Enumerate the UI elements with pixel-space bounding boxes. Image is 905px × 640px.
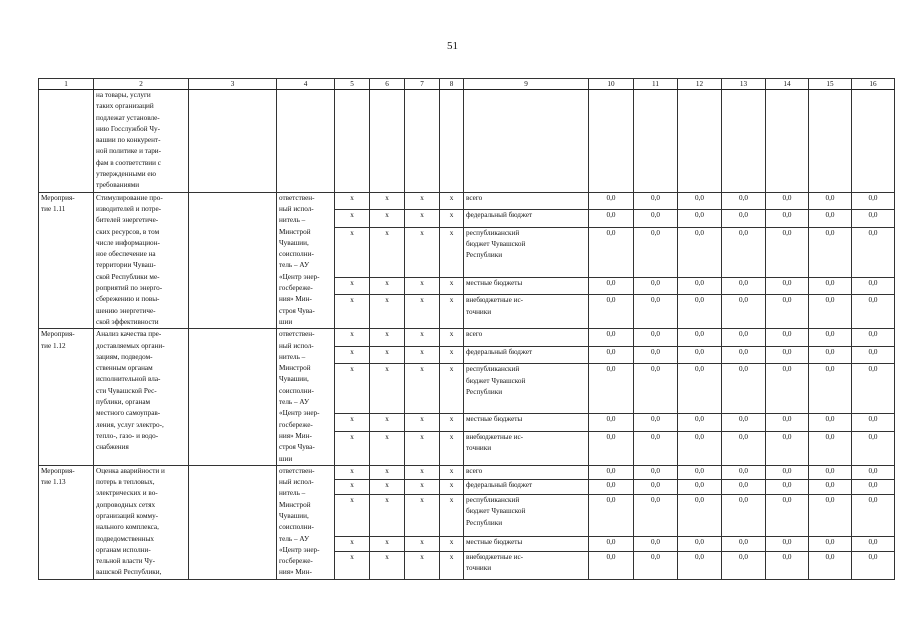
value-cell: 0,0	[852, 329, 895, 347]
value-cell: 0,0	[678, 227, 722, 277]
value-cell: 0,0	[678, 329, 722, 347]
value-cell: 0,0	[809, 414, 852, 432]
funding-federal: федеральный бюджет	[464, 480, 589, 495]
column-header: 9	[464, 79, 589, 90]
mark-cell: х	[335, 227, 370, 277]
empty-cell	[189, 192, 277, 329]
value-cell: 0,0	[722, 431, 766, 465]
value-cell: 0,0	[589, 364, 634, 414]
column-header: 1	[39, 79, 94, 90]
event-executor: ответствен- ный испол- нитель – Минстрой Чувашии, соисполни- тель – АУ «Центр энер- госбереже- ния» Мин- строя Чува- шии	[277, 192, 335, 329]
mark-cell: х	[405, 277, 440, 295]
value-cell: 0,0	[589, 536, 634, 551]
mark-cell: х	[335, 414, 370, 432]
value-cell: 0,0	[634, 431, 678, 465]
value-cell: 0,0	[589, 210, 634, 228]
value-cell: 0,0	[852, 192, 895, 210]
mark-cell: х	[440, 192, 464, 210]
column-header: 15	[809, 79, 852, 90]
value-cell: 0,0	[809, 192, 852, 210]
value-cell: 0,0	[678, 551, 722, 579]
value-cell: 0,0	[766, 277, 809, 295]
value-cell: 0,0	[678, 295, 722, 329]
funding-total: всего	[464, 465, 589, 480]
column-header: 5	[335, 79, 370, 90]
value-cell: 0,0	[809, 364, 852, 414]
mark-cell: х	[370, 364, 405, 414]
mark-cell: х	[335, 192, 370, 210]
mark-cell: х	[440, 210, 464, 228]
mark-cell: х	[370, 329, 405, 347]
value-cell: 0,0	[722, 227, 766, 277]
mark-cell: х	[405, 480, 440, 495]
value-cell: 0,0	[852, 495, 895, 537]
column-header: 3	[189, 79, 277, 90]
column-header: 12	[678, 79, 722, 90]
value-cell: 0,0	[809, 329, 852, 347]
funding-local: местные бюджеты	[464, 277, 589, 295]
mark-cell: х	[440, 227, 464, 277]
mark-cell: х	[370, 551, 405, 579]
program-table	[38, 78, 895, 580]
value-cell: 0,0	[766, 346, 809, 364]
value-cell: 0,0	[722, 536, 766, 551]
value-cell: 0,0	[634, 414, 678, 432]
empty-cell	[852, 90, 895, 193]
value-cell: 0,0	[809, 210, 852, 228]
empty-cell	[277, 90, 335, 193]
value-cell: 0,0	[852, 364, 895, 414]
mark-cell: х	[370, 277, 405, 295]
event-executor: ответствен- ный испол- нитель – Минстрой Чувашии, соисполни- тель – АУ «Центр энер- госбереже- ния» Мин- строя Чува- шии	[277, 329, 335, 466]
mark-cell: х	[405, 346, 440, 364]
value-cell: 0,0	[766, 227, 809, 277]
page-number: 51	[447, 40, 458, 52]
value-cell: 0,0	[852, 227, 895, 277]
empty-cell	[809, 90, 852, 193]
value-cell: 0,0	[589, 346, 634, 364]
funding-extra: внебюджетные ис- точники	[464, 551, 589, 579]
value-cell: 0,0	[809, 277, 852, 295]
column-header-row	[39, 79, 895, 90]
value-cell: 0,0	[678, 277, 722, 295]
value-cell: 0,0	[852, 536, 895, 551]
column-header: 2	[94, 79, 189, 90]
empty-cell	[766, 90, 809, 193]
mark-cell: х	[440, 414, 464, 432]
value-cell: 0,0	[852, 414, 895, 432]
mark-cell: х	[335, 210, 370, 228]
value-cell: 0,0	[852, 465, 895, 480]
mark-cell: х	[405, 536, 440, 551]
funding-republic: республиканский бюджет Чувашской Республики	[464, 227, 589, 277]
value-cell: 0,0	[589, 295, 634, 329]
funding-republic: республиканский бюджет Чувашской Республики	[464, 364, 589, 414]
value-cell: 0,0	[634, 329, 678, 347]
value-cell: 0,0	[852, 210, 895, 228]
funding-total: всего	[464, 329, 589, 347]
empty-cell	[189, 465, 277, 579]
value-cell: 0,0	[766, 431, 809, 465]
mark-cell: х	[405, 495, 440, 537]
value-cell: 0,0	[678, 346, 722, 364]
value-cell: 0,0	[634, 277, 678, 295]
value-cell: 0,0	[852, 551, 895, 579]
value-cell: 0,0	[634, 364, 678, 414]
column-header: 4	[277, 79, 335, 90]
value-cell: 0,0	[589, 480, 634, 495]
column-header: 6	[370, 79, 405, 90]
mark-cell: х	[370, 431, 405, 465]
value-cell: 0,0	[589, 465, 634, 480]
empty-cell	[189, 90, 277, 193]
mark-cell: х	[405, 295, 440, 329]
mark-cell: х	[440, 480, 464, 495]
value-cell: 0,0	[634, 551, 678, 579]
value-cell: 0,0	[589, 414, 634, 432]
value-cell: 0,0	[766, 295, 809, 329]
mark-cell: х	[405, 227, 440, 277]
table-row	[39, 192, 895, 210]
empty-cell	[678, 90, 722, 193]
value-cell: 0,0	[766, 364, 809, 414]
empty-cell	[440, 90, 464, 193]
mark-cell: х	[440, 465, 464, 480]
value-cell: 0,0	[634, 192, 678, 210]
mark-cell: х	[440, 536, 464, 551]
mark-cell: х	[335, 329, 370, 347]
empty-cell	[722, 90, 766, 193]
value-cell: 0,0	[678, 495, 722, 537]
mark-cell: х	[440, 329, 464, 347]
value-cell: 0,0	[589, 495, 634, 537]
value-cell: 0,0	[722, 414, 766, 432]
mark-cell: х	[440, 277, 464, 295]
mark-cell: х	[370, 210, 405, 228]
empty-cell	[405, 90, 440, 193]
value-cell: 0,0	[852, 295, 895, 329]
value-cell: 0,0	[766, 480, 809, 495]
mark-cell: х	[370, 465, 405, 480]
event-code: Мероприя- тие 1.11	[39, 192, 94, 329]
funding-federal: федеральный бюджет	[464, 346, 589, 364]
value-cell: 0,0	[634, 495, 678, 537]
mark-cell: х	[405, 210, 440, 228]
empty-cell	[634, 90, 678, 193]
funding-federal: федеральный бюджет	[464, 210, 589, 228]
mark-cell: х	[335, 480, 370, 495]
mark-cell: х	[335, 495, 370, 537]
value-cell: 0,0	[809, 346, 852, 364]
table-row	[39, 329, 895, 347]
mark-cell: х	[440, 364, 464, 414]
continuation-text: на товары, услуги таких организаций подлежат установле- нию Госслужбой Чу- вашии по конкурент- ной политике и тари- фам в соответствии с утвержденными ею требованиями	[94, 90, 189, 193]
value-cell: 0,0	[634, 210, 678, 228]
value-cell: 0,0	[722, 495, 766, 537]
mark-cell: х	[405, 551, 440, 579]
mark-cell: х	[335, 277, 370, 295]
event-description: Стимулирование про- изводителей и потре- бителей энергетиче- ских ресурсов, в том числе информацион- ное обеспечение на территории Чуваш- ской Республики ме- роприятий по энерго- сбережению и повы- шению энергетиче- ской эффективности	[94, 192, 189, 329]
continuation-row	[39, 90, 895, 193]
mark-cell: х	[440, 346, 464, 364]
value-cell: 0,0	[589, 277, 634, 295]
value-cell: 0,0	[634, 465, 678, 480]
value-cell: 0,0	[809, 465, 852, 480]
value-cell: 0,0	[809, 480, 852, 495]
value-cell: 0,0	[852, 346, 895, 364]
mark-cell: х	[405, 431, 440, 465]
mark-cell: х	[370, 480, 405, 495]
value-cell: 0,0	[678, 465, 722, 480]
value-cell: 0,0	[589, 329, 634, 347]
value-cell: 0,0	[589, 551, 634, 579]
event-description: Анализ качества пре- доставляемых органи- зациям, подведом- ственным органам исполнительной вла- сти Чувашской Рес- публики, органам местного самоуправ- ления, услуг электро-, тепло-, газо- и водо- снабжения	[94, 329, 189, 466]
column-header: 14	[766, 79, 809, 90]
mark-cell: х	[335, 364, 370, 414]
funding-local: местные бюджеты	[464, 536, 589, 551]
value-cell: 0,0	[722, 295, 766, 329]
mark-cell: х	[370, 495, 405, 537]
value-cell: 0,0	[722, 210, 766, 228]
empty-cell	[335, 90, 370, 193]
mark-cell: х	[440, 431, 464, 465]
event-description: Оценка аварийности и потерь в тепловых, электрических и во- допроводных сетях организаций комму- нального комплекса, подведомственных органам исполни- тельной власти Чу- вашской Республики,	[94, 465, 189, 579]
funding-extra: внебюджетные ис- точники	[464, 431, 589, 465]
event-code: Мероприя- тие 1.13	[39, 465, 94, 579]
value-cell: 0,0	[722, 192, 766, 210]
value-cell: 0,0	[722, 346, 766, 364]
mark-cell: х	[370, 346, 405, 364]
value-cell: 0,0	[634, 295, 678, 329]
column-header: 13	[722, 79, 766, 90]
value-cell: 0,0	[722, 364, 766, 414]
funding-local: местные бюджеты	[464, 414, 589, 432]
value-cell: 0,0	[766, 465, 809, 480]
value-cell: 0,0	[809, 536, 852, 551]
empty-cell	[464, 90, 589, 193]
column-header: 7	[405, 79, 440, 90]
mark-cell: х	[405, 364, 440, 414]
mark-cell: х	[405, 414, 440, 432]
mark-cell: х	[440, 495, 464, 537]
funding-republic: республиканский бюджет Чувашской Республики	[464, 495, 589, 537]
mark-cell: х	[335, 295, 370, 329]
mark-cell: х	[405, 329, 440, 347]
value-cell: 0,0	[766, 329, 809, 347]
mark-cell: х	[405, 192, 440, 210]
value-cell: 0,0	[809, 295, 852, 329]
empty-cell	[189, 329, 277, 466]
value-cell: 0,0	[766, 551, 809, 579]
column-header: 16	[852, 79, 895, 90]
value-cell: 0,0	[852, 480, 895, 495]
value-cell: 0,0	[678, 210, 722, 228]
value-cell: 0,0	[852, 277, 895, 295]
value-cell: 0,0	[766, 210, 809, 228]
funding-total: всего	[464, 192, 589, 210]
value-cell: 0,0	[678, 192, 722, 210]
value-cell: 0,0	[722, 277, 766, 295]
mark-cell: х	[370, 295, 405, 329]
value-cell: 0,0	[809, 431, 852, 465]
empty-cell	[370, 90, 405, 193]
mark-cell: х	[440, 551, 464, 579]
event-executor: ответствен- ный испол- нитель – Минстрой Чувашии, соисполни- тель – АУ «Центр энер- госбереже- ния» Мин-	[277, 465, 335, 579]
mark-cell: х	[335, 536, 370, 551]
event-code: Мероприя- тие 1.12	[39, 329, 94, 466]
value-cell: 0,0	[589, 227, 634, 277]
value-cell: 0,0	[678, 536, 722, 551]
mark-cell: х	[370, 536, 405, 551]
mark-cell: х	[335, 346, 370, 364]
value-cell: 0,0	[634, 346, 678, 364]
value-cell: 0,0	[809, 227, 852, 277]
mark-cell: х	[335, 465, 370, 480]
column-header: 10	[589, 79, 634, 90]
mark-cell: х	[405, 465, 440, 480]
value-cell: 0,0	[722, 465, 766, 480]
empty-cell	[589, 90, 634, 193]
mark-cell: х	[370, 414, 405, 432]
value-cell: 0,0	[809, 551, 852, 579]
mark-cell: х	[335, 431, 370, 465]
value-cell: 0,0	[589, 192, 634, 210]
table-row	[39, 465, 895, 480]
value-cell: 0,0	[678, 431, 722, 465]
column-header: 11	[634, 79, 678, 90]
value-cell: 0,0	[722, 329, 766, 347]
mark-cell: х	[370, 192, 405, 210]
value-cell: 0,0	[634, 480, 678, 495]
mark-cell: х	[370, 227, 405, 277]
value-cell: 0,0	[678, 480, 722, 495]
value-cell: 0,0	[809, 495, 852, 537]
value-cell: 0,0	[722, 551, 766, 579]
mark-cell: х	[335, 551, 370, 579]
value-cell: 0,0	[766, 536, 809, 551]
value-cell: 0,0	[766, 495, 809, 537]
value-cell: 0,0	[766, 414, 809, 432]
value-cell: 0,0	[852, 431, 895, 465]
value-cell: 0,0	[634, 227, 678, 277]
mark-cell: х	[440, 295, 464, 329]
value-cell: 0,0	[766, 192, 809, 210]
value-cell: 0,0	[722, 480, 766, 495]
empty-cell	[39, 90, 94, 193]
value-cell: 0,0	[634, 536, 678, 551]
column-header: 8	[440, 79, 464, 90]
funding-extra: внебюджетные ис- точники	[464, 295, 589, 329]
value-cell: 0,0	[589, 431, 634, 465]
value-cell: 0,0	[678, 364, 722, 414]
value-cell: 0,0	[678, 414, 722, 432]
